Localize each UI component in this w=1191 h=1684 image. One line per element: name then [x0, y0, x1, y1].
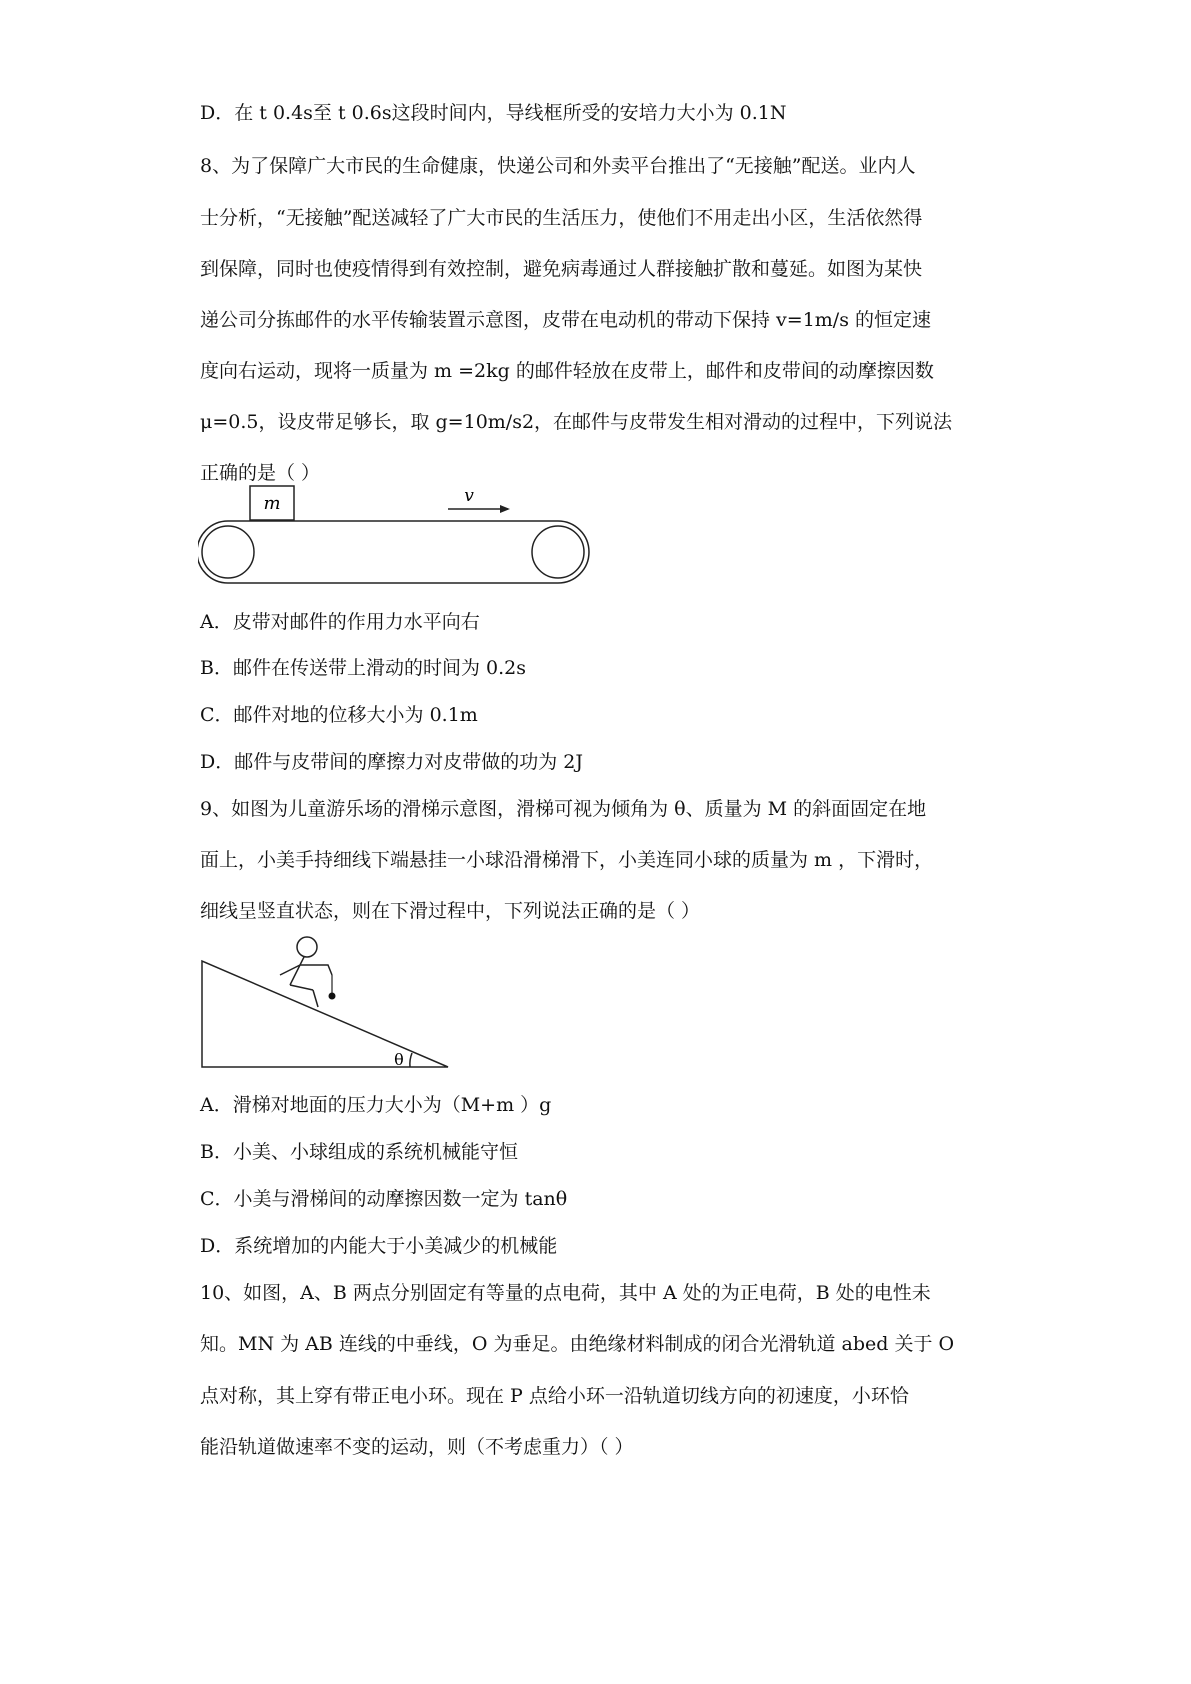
ball — [329, 993, 336, 1000]
angle-label: θ — [394, 1050, 404, 1069]
q8-option-c: C．邮件对地的位移大小为 0.1m — [200, 704, 478, 726]
q9-option-c: C．小美与滑梯间的动摩擦因数一定为 tanθ — [200, 1188, 568, 1210]
q10-stem-line-4: 能沿轨道做速率不变的运动，则（不考虑重力）（ ） — [200, 1436, 634, 1458]
q8-stem-line-6: μ=0.5，设皮带足够长，取 g=10m/s2，在邮件与皮带发生相对滑动的过程中，下列说法 — [200, 411, 953, 433]
child-body — [290, 957, 304, 985]
q10-stem-line-1: 10、如图，A、B 两点分别固定有等量的点电荷，其中 A 处的为正电荷，B 处的电性未 — [200, 1282, 931, 1304]
left-roller — [202, 526, 254, 578]
conveyor-belt-figure — [198, 478, 594, 598]
q9-option-b: B．小美、小球组成的系统机械能守恒 — [200, 1141, 518, 1163]
q8-stem-line-4: 递公司分拣邮件的水平传输装置示意图，皮带在电动机的带动下保持 v=1m/s 的恒定速 — [200, 309, 931, 331]
q8-option-b: B．邮件在传送带上滑动的时间为 0.2s — [200, 657, 526, 679]
q8-stem-line-3: 到保障，同时也使疫情得到有效控制，避免病毒通过人群接触扩散和蔓延。如图为某快 — [200, 258, 923, 280]
child-head — [297, 937, 317, 957]
velocity-label: v — [464, 486, 474, 506]
slide-incline — [202, 961, 448, 1067]
child-leg-shin — [313, 990, 318, 1007]
velocity-arrowhead — [500, 505, 510, 513]
q8-stem-line-5: 度向右运动，现将一质量为 m =2kg 的邮件轻放在皮带上，邮件和皮带间的动摩擦因数 — [200, 360, 934, 382]
q8-stem-line-7: 正确的是（ ） — [200, 462, 321, 484]
q9-option-a: A．滑梯对地面的压力大小为（M+m ）g — [200, 1094, 552, 1116]
q10-stem-line-3: 点对称，其上穿有带正电小环。现在 P 点给小环一沿轨道切线方向的初速度，小环恰 — [200, 1385, 909, 1407]
slide-figure — [200, 935, 460, 1075]
child-arm-front — [300, 965, 332, 975]
q9-stem-line-3: 细线呈竖直状态，则在下滑过程中，下列说法正确的是（ ） — [200, 900, 701, 922]
child-leg-thigh — [290, 985, 313, 990]
q9-stem-line-1: 9、如图为儿童游乐场的滑梯示意图，滑梯可视为倾角为 θ、质量为 M 的斜面固定在地 — [200, 798, 927, 820]
angle-arc — [410, 1053, 412, 1067]
q7-option-d: D．在 t 0.4s至 t 0.6s这段时间内，导线框所受的安培力大小为 0.1N — [200, 102, 787, 124]
q9-stem-line-2: 面上，小美手持细线下端悬挂一小球沿滑梯滑下，小美连同小球的质量为 m ，下滑时， — [200, 849, 934, 871]
q8-stem-line-1: 8、为了保障广大市民的生命健康，快递公司和外卖平台推出了“无接触”配送。业内人 — [200, 155, 916, 177]
q8-option-d: D．邮件与皮带间的摩擦力对皮带做的功为 2J — [200, 751, 583, 773]
q10-stem-line-2: 知。MN 为 AB 连线的中垂线，O 为垂足。由绝缘材料制成的闭合光滑轨道 abed 关于 O — [200, 1333, 955, 1355]
q8-option-a: A．皮带对邮件的作用力水平向右 — [200, 611, 480, 633]
right-roller — [532, 526, 584, 578]
q8-stem-line-2: 士分析，“无接触”配送减轻了广大市民的生活压力，使他们不用走出小区，生活依然得 — [200, 207, 923, 229]
q9-option-d: D．系统增加的内能大于小美减少的机械能 — [200, 1235, 558, 1257]
mail-block-label: m — [263, 493, 281, 514]
